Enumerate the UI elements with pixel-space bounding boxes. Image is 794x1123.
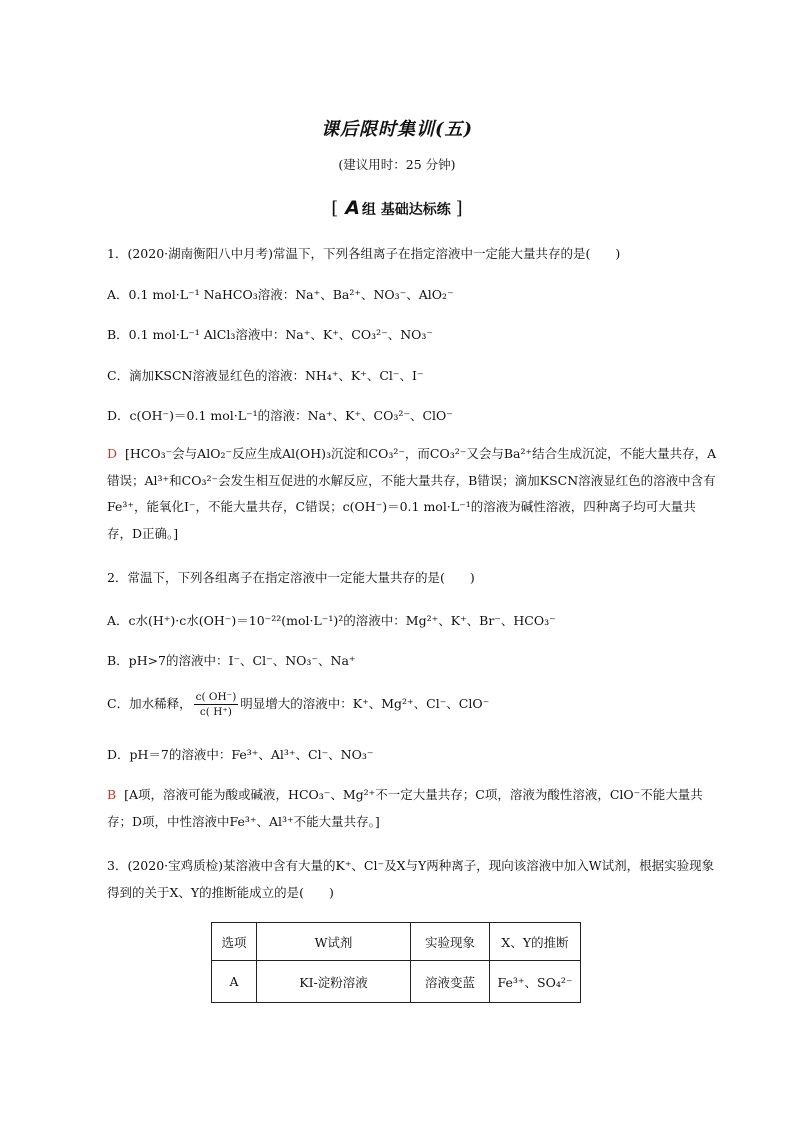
q1-answer: D	[107, 446, 118, 461]
suggested-time: (建议用时：25 分钟)	[338, 157, 456, 172]
table-header-cell: W试剂	[257, 923, 411, 961]
q2-answer: B	[107, 787, 117, 802]
table-cell: Fe³⁺、SO₄²⁻	[490, 961, 581, 1003]
group-heading-text: 组 基础达标练	[361, 202, 451, 218]
table-header-cell: X、Y的推断	[490, 923, 581, 961]
q1-option-b: B．0.1 mol·L⁻¹ AlCl₃溶液中：Na⁺、K⁺、CO₃²⁻、NO₃⁻	[107, 327, 434, 342]
table-cell: A	[212, 961, 257, 1003]
q2-option-c-suffix: 明显增大的溶液中：K⁺、Mg²⁺、Cl⁻、ClO⁻	[240, 696, 490, 711]
bracket-open: [	[331, 198, 339, 219]
table-header-cell: 选项	[212, 923, 257, 961]
q2-option-d: D．pH＝7的溶液中：Fe³⁺、Al³⁺、Cl⁻、NO₃⁻	[107, 747, 374, 762]
q2-fraction	[194, 690, 239, 719]
q2-option-a: A．c水(H⁺)·c水(OH⁻)＝10⁻²²(mol·L⁻¹)²的溶液中：Mg²⁺、K⁺、Br⁻、HCO₃⁻	[107, 613, 556, 628]
q2-answer-block	[107, 782, 720, 835]
group-heading	[0, 197, 794, 219]
q1-option-a: A．0.1 mol·L⁻¹ NaHCO₃溶液：Na⁺、Ba²⁺、NO₃⁻、AlO₂⁻	[107, 287, 454, 302]
q2-fraction-numerator: c( OH⁻)	[195, 691, 237, 703]
q2-option-c-prefix: C．加水稀释，	[107, 696, 192, 711]
q2-fraction-denominator: c( H⁺)	[199, 706, 232, 718]
q3-stem: 3．(2020·宝鸡质检)某溶液中含有大量的K⁺、Cl⁻及X与Y两种离子，现向该溶液中加入W试剂，根据实验现象得到的关于X、Y的推断能成立的是( )	[107, 858, 715, 900]
q2-stem: 2．常温下，下列各组离子在指定溶液中一定能大量共存的是( )	[107, 570, 475, 585]
q1-option-d: D．c(OH⁻)＝0.1 mol·L⁻¹的溶液：Na⁺、K⁺、CO₃²⁻、ClO⁻	[107, 408, 453, 423]
bracket-close: ]	[455, 198, 463, 219]
table-header-row	[212, 923, 581, 961]
q2-explanation: [A项，溶液可能为酸或碱液，HCO₃⁻、Mg²⁺不一定大量共存；C项，溶液为酸性溶液，ClO⁻不能大量共存；D项，中性溶液中Fe³⁺、Al³⁺不能大量共存。]	[107, 787, 703, 829]
q2-option-b: B．pH>7的溶液中：I⁻、Cl⁻、NO₃⁻、Na⁺	[107, 653, 356, 668]
table-cell: KI-淀粉溶液	[257, 961, 411, 1003]
q1-option-c: C．滴加KSCN溶液显红色的溶液：NH₄⁺、K⁺、Cl⁻、I⁻	[107, 368, 424, 383]
q1-stem: 1．(2020·湖南衡阳八中月考)常温下，下列各组离子在指定溶液中一定能大量共存的是( )	[107, 246, 621, 261]
q1-explanation: [HCO₃⁻会与AlO₂⁻反应生成Al(OH)₃沉淀和CO₃²⁻，而CO₃²⁻又会与Ba²⁺结合生成沉淀，不能大量共存，A错误；Al³⁺和CO₃²⁻会发生相互促进的水解反应，不能大量共存，B错误；滴加KSCN溶液显红色的溶液中含有Fe³⁺，能氧化I⁻，不能大量共存，C错误；c(OH⁻)＝0.1 mol·L⁻¹的溶液为碱性溶液，四种离子均可大量共存，D正确。]	[107, 446, 717, 541]
group-letter: A	[345, 197, 360, 219]
q2-option-c	[107, 690, 489, 719]
table-row	[212, 961, 581, 1003]
q3-options-table	[211, 922, 581, 1003]
page-title: 课后限时集训(五)	[320, 119, 474, 140]
table-cell: 溶液变蓝	[411, 961, 490, 1003]
q1-answer-block	[107, 441, 720, 547]
table-header-cell: 实验现象	[411, 923, 490, 961]
